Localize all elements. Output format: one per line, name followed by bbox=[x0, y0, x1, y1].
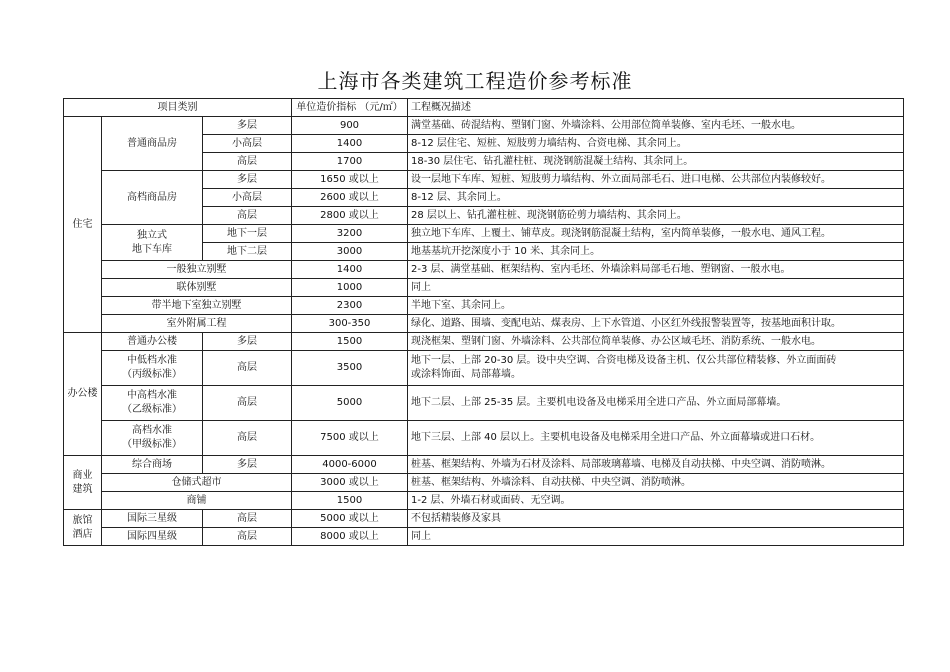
price-cell: 3500 bbox=[292, 351, 408, 386]
table-row bbox=[64, 510, 904, 528]
table-row bbox=[64, 492, 904, 510]
group-line: 商业 bbox=[72, 469, 93, 481]
desc-cell: 地下二层、上部 25-35 层。主要机电设备及电梯采用全进口产品、外立面局部幕墙。 bbox=[408, 386, 904, 421]
cost-table bbox=[63, 98, 904, 546]
price-cell: 8000 或以上 bbox=[292, 528, 408, 546]
group-residential: 住宅 bbox=[64, 117, 102, 333]
sub-category-line: 中低档水准 bbox=[127, 355, 177, 366]
level-cell: 多层 bbox=[203, 117, 292, 135]
desc-cell: 地基基坑开挖深度小于 10 米、其余同上。 bbox=[408, 243, 904, 261]
table-row bbox=[64, 333, 904, 351]
table-row bbox=[64, 351, 904, 386]
desc-cell: 独立地下车库、上覆土、铺草皮。现浇钢筋混凝土结构，室内简单装修，一般水电、通风工程。 bbox=[408, 225, 904, 243]
price-cell: 4000-6000 bbox=[292, 456, 408, 474]
sub-category: 商铺 bbox=[102, 492, 292, 510]
sub-category-line: 中高档水准 bbox=[127, 390, 177, 401]
price-cell: 1500 bbox=[292, 333, 408, 351]
level-cell: 高层 bbox=[203, 153, 292, 171]
desc-cell: 1-2 层、外墙石材或面砖、无空调。 bbox=[408, 492, 904, 510]
group-hotel bbox=[64, 510, 102, 546]
sub-category: 国际三星级 bbox=[102, 510, 203, 528]
desc-cell: 现浇框架、塑钢门窗、外墙涂料、公共部位简单装修、办公区域毛坯、消防系统、一般水电。 bbox=[408, 333, 904, 351]
price-cell: 300-350 bbox=[292, 315, 408, 333]
price-cell: 2300 bbox=[292, 297, 408, 315]
desc-cell: 不包括精装修及家具 bbox=[408, 510, 904, 528]
price-cell: 1400 bbox=[292, 261, 408, 279]
desc-cell: 桩基、框架结构、外墙涂料、自动扶梯、中央空调、消防喷淋。 bbox=[408, 474, 904, 492]
table-row bbox=[64, 528, 904, 546]
sub-category-line: （乙级标准） bbox=[122, 404, 182, 415]
sub-category bbox=[102, 386, 203, 421]
level-cell: 高层 bbox=[203, 207, 292, 225]
page-title: 上海市各类建筑工程造价参考标准 bbox=[317, 69, 633, 93]
sub-category: 联体别墅 bbox=[102, 279, 292, 297]
table-row bbox=[64, 279, 904, 297]
price-cell: 3000 bbox=[292, 243, 408, 261]
table-row bbox=[64, 474, 904, 492]
sub-category-line: 地下车库 bbox=[132, 243, 172, 255]
group-commercial bbox=[64, 456, 102, 510]
sub-category-line: 独立式 bbox=[137, 229, 167, 241]
group-office: 办公楼 bbox=[64, 333, 102, 456]
price-cell: 3200 bbox=[292, 225, 408, 243]
desc-cell: 28 层以上、钻孔灌柱桩、现浇钢筋砼剪力墙结构、其余同上。 bbox=[408, 207, 904, 225]
sub-category bbox=[102, 421, 203, 456]
sub-category-line: 高档水准 bbox=[132, 425, 172, 436]
desc-cell: 半地下室、其余同上。 bbox=[408, 297, 904, 315]
table-row bbox=[64, 225, 904, 243]
level-cell: 多层 bbox=[203, 333, 292, 351]
sub-category bbox=[102, 351, 203, 386]
table-row bbox=[64, 386, 904, 421]
desc-cell: 8-12 层住宅、短桩、短肢剪力墙结构、合资电梯、其余同上。 bbox=[408, 135, 904, 153]
price-cell: 3000 或以上 bbox=[292, 474, 408, 492]
level-cell: 地下二层 bbox=[203, 243, 292, 261]
price-cell: 2600 或以上 bbox=[292, 189, 408, 207]
price-cell: 5000 或以上 bbox=[292, 510, 408, 528]
sub-category bbox=[102, 225, 203, 261]
level-cell: 高层 bbox=[203, 351, 292, 386]
desc-cell: 同上 bbox=[408, 279, 904, 297]
desc-line: 或涂料饰面、局部幕墙。 bbox=[411, 369, 521, 380]
group-line: 建筑 bbox=[72, 483, 93, 495]
desc-cell: 同上 bbox=[408, 528, 904, 546]
level-cell: 小高层 bbox=[203, 135, 292, 153]
header-desc: 工程概况描述 bbox=[408, 99, 904, 117]
table-row bbox=[64, 421, 904, 456]
price-cell: 1400 bbox=[292, 135, 408, 153]
sub-category: 普通商品房 bbox=[102, 117, 203, 171]
table-row bbox=[64, 117, 904, 135]
sub-category: 综合商场 bbox=[102, 456, 203, 474]
level-cell: 小高层 bbox=[203, 189, 292, 207]
header-category: 项目类别 bbox=[64, 99, 292, 117]
table-row bbox=[64, 171, 904, 189]
level-cell: 高层 bbox=[203, 510, 292, 528]
desc-cell: 地下三层、上部 40 层以上。主要机电设备及电梯采用全进口产品、外立面幕墙或进口石材。 bbox=[408, 421, 904, 456]
desc-cell: 设一层地下车库、短桩、短肢剪力墙结构、外立面局部毛石、进口电梯、公共部位内装修较好。 bbox=[408, 171, 904, 189]
desc-line: 地下一层、上部 20-30 层。设中央空调、合资电梯及设备主机、仅公共部位精装修、外立面面砖 bbox=[411, 355, 837, 366]
price-cell: 5000 bbox=[292, 386, 408, 421]
sub-category: 国际四星级 bbox=[102, 528, 203, 546]
sub-category: 室外附属工程 bbox=[102, 315, 292, 333]
desc-cell: 2-3 层、满堂基础、框架结构、室内毛坯、外墙涂料局部毛石地、塑钢窗、一般水电。 bbox=[408, 261, 904, 279]
level-cell: 高层 bbox=[203, 386, 292, 421]
price-cell: 2800 或以上 bbox=[292, 207, 408, 225]
sub-category-line: （甲级标准） bbox=[122, 439, 182, 450]
level-cell: 高层 bbox=[203, 528, 292, 546]
desc-cell: 满堂基础、砖混结构、塑钢门窗、外墙涂料、公用部位简单装修、室内毛坯、一般水电。 bbox=[408, 117, 904, 135]
table-row bbox=[64, 456, 904, 474]
table-row bbox=[64, 261, 904, 279]
table-row bbox=[64, 315, 904, 333]
price-cell: 1650 或以上 bbox=[292, 171, 408, 189]
price-cell: 1700 bbox=[292, 153, 408, 171]
group-line: 酒店 bbox=[72, 528, 93, 540]
sub-category: 普通办公楼 bbox=[102, 333, 203, 351]
price-cell: 900 bbox=[292, 117, 408, 135]
price-cell: 1000 bbox=[292, 279, 408, 297]
level-cell: 高层 bbox=[203, 421, 292, 456]
header-row bbox=[64, 99, 904, 117]
price-cell: 7500 或以上 bbox=[292, 421, 408, 456]
desc-cell: 18-30 层住宅、钻孔灌柱桩、现浇钢筋混凝土结构、其余同上。 bbox=[408, 153, 904, 171]
level-cell: 多层 bbox=[203, 456, 292, 474]
sub-category: 一般独立别墅 bbox=[102, 261, 292, 279]
header-price: 单位造价指标 （元/㎡） bbox=[292, 99, 408, 117]
price-cell: 1500 bbox=[292, 492, 408, 510]
desc-cell: 桩基、框架结构、外墙为石材及涂料、局部玻璃幕墙、电梯及自动扶梯、中央空调、消防喷淋。 bbox=[408, 456, 904, 474]
sub-category-line: （丙级标准） bbox=[122, 369, 182, 380]
desc-cell: 绿化、道路、围墙、变配电站、煤表房、上下水管道、小区红外线报警装置等，按基地面积计取。 bbox=[408, 315, 904, 333]
level-cell: 地下一层 bbox=[203, 225, 292, 243]
sub-category: 高档商品房 bbox=[102, 171, 203, 225]
level-cell: 多层 bbox=[203, 171, 292, 189]
sub-category: 带半地下室独立别墅 bbox=[102, 297, 292, 315]
desc-cell: 8-12 层、其余同上。 bbox=[408, 189, 904, 207]
sub-category: 仓储式超市 bbox=[102, 474, 292, 492]
table-row bbox=[64, 297, 904, 315]
group-line: 旅馆 bbox=[72, 514, 93, 526]
desc-cell bbox=[408, 351, 904, 386]
